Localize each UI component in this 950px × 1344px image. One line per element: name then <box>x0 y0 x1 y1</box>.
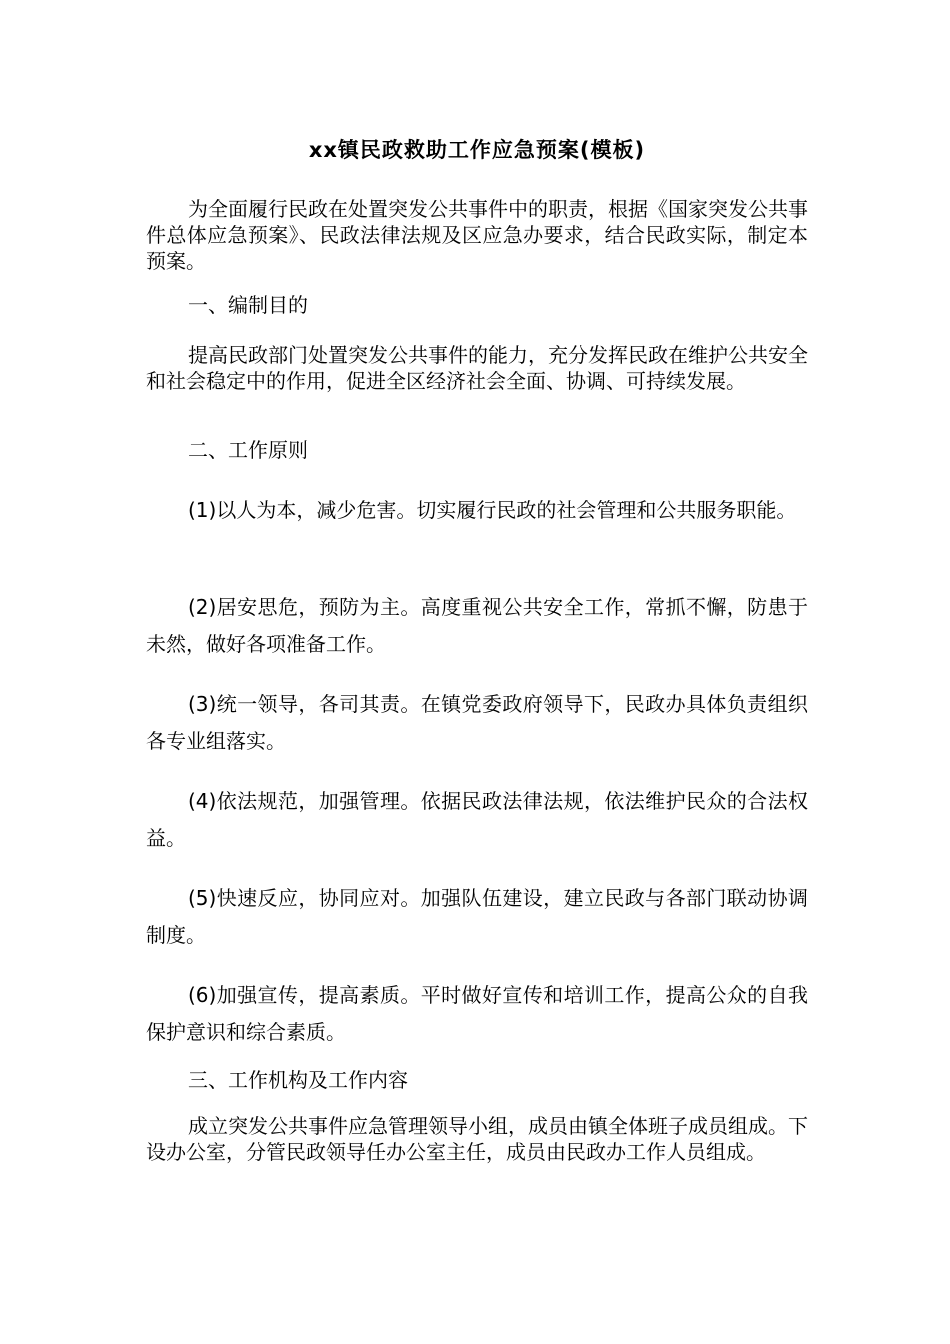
purpose-paragraph: 提高民政部门处置突发公共事件的能力，充分发挥民政在维护公共安全和社会稳定中的作用，促进全区经济社会全面、协调、可持续发展。 <box>146 343 808 393</box>
section-heading-principles: 二、工作原则 <box>188 438 308 462</box>
section-heading-organization: 三、工作机构及工作内容 <box>188 1068 408 1092</box>
principle-item-5: (5)快速反应，协同应对。加强队伍建设，建立民政与各部门联动协调制度。 <box>146 886 808 947</box>
section-heading-purpose: 一、编制目的 <box>188 293 308 317</box>
principle-item-2: (2)居安思危，预防为主。高度重视公共安全工作，常抓不懈，防患于未然，做好各项准备工作。 <box>146 595 808 656</box>
principle-item-1: (1)以人为本，减少危害。切实履行民政的社会管理和公共服务职能。 <box>188 498 797 522</box>
document-title: xx镇民政救助工作应急预案(模板) <box>308 138 646 162</box>
principle-item-3: (3)统一领导，各司其责。在镇党委政府领导下，民政办具体负责组织各专业组落实。 <box>146 692 808 753</box>
intro-paragraph: 为全面履行民政在处置突发公共事件中的职责，根据《国家突发公共事件总体应急预案》、民政法律法规及区应急办要求，结合民政实际，制定本预案。 <box>146 197 808 273</box>
organization-paragraph: 成立突发公共事件应急管理领导小组，成员由镇全体班子成员组成。下设办公室，分管民政领导任办公室主任，成员由民政办工作人员组成。 <box>146 1114 808 1164</box>
principle-item-4: (4)依法规范，加强管理。依据民政法律法规，依法维护民众的合法权益。 <box>146 789 808 850</box>
principle-item-6: (6)加强宣传，提高素质。平时做好宣传和培训工作，提高公众的自我保护意识和综合素质。 <box>146 983 808 1044</box>
